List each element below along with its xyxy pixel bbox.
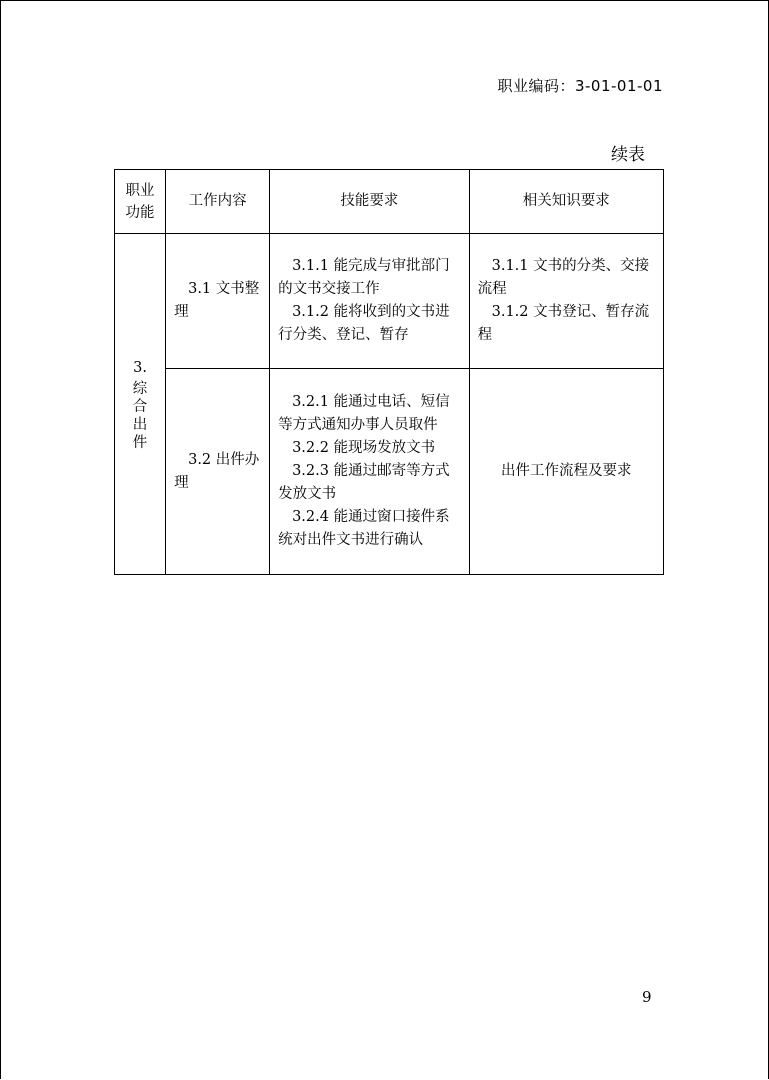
- header-skills: 技能要求: [270, 170, 470, 234]
- header-work-content: 工作内容: [166, 170, 270, 234]
- skill-item: 3.2.3 能通过邮寄等方式发放文书: [278, 463, 450, 502]
- header-knowledge: 相关知识要求: [469, 170, 663, 234]
- work-content-cell: [166, 369, 270, 575]
- work-content-cell: [166, 234, 270, 369]
- skill-item: 3.2.2 能现场发放文书: [292, 440, 436, 456]
- knowledge-cell: [469, 369, 663, 575]
- knowledge-item: 出件工作流程及要求: [501, 463, 632, 479]
- knowledge-cell: [469, 234, 663, 369]
- skill-item: 3.2.4 能通过窗口接件系统对出件文书进行确认: [278, 509, 450, 548]
- header-function: 职业功能: [115, 170, 166, 234]
- skills-cell: [270, 234, 470, 369]
- knowledge-item: 3.1.1 文书的分类、交接流程: [477, 258, 650, 297]
- table-row: [115, 234, 664, 369]
- function-number: 3.: [133, 359, 147, 376]
- knowledge-item: 3.1.2 文书登记、暂存流程: [477, 304, 650, 343]
- occupation-code: 职业编码：3-01-01-01: [497, 77, 663, 95]
- skill-item: 3.1.2 能将收到的文书进行分类、登记、暂存: [278, 304, 450, 343]
- skills-table: [114, 169, 664, 575]
- work-content-text: 3.1 文书整理: [174, 281, 260, 320]
- skill-item: 3.2.1 能通过电话、短信等方式通知办事人员取件: [278, 394, 450, 433]
- table-row: [115, 369, 664, 575]
- skills-cell: [270, 369, 470, 575]
- function-name: 综合出件: [132, 380, 148, 451]
- work-content-text: 3.2 出件办理: [174, 451, 260, 491]
- continued-label: 续表: [611, 145, 645, 165]
- page-number: 9: [642, 988, 652, 1006]
- skill-item: 3.1.1 能完成与审批部门的文书交接工作: [278, 258, 450, 297]
- function-cell: [115, 234, 166, 575]
- table-header-row: [115, 170, 664, 234]
